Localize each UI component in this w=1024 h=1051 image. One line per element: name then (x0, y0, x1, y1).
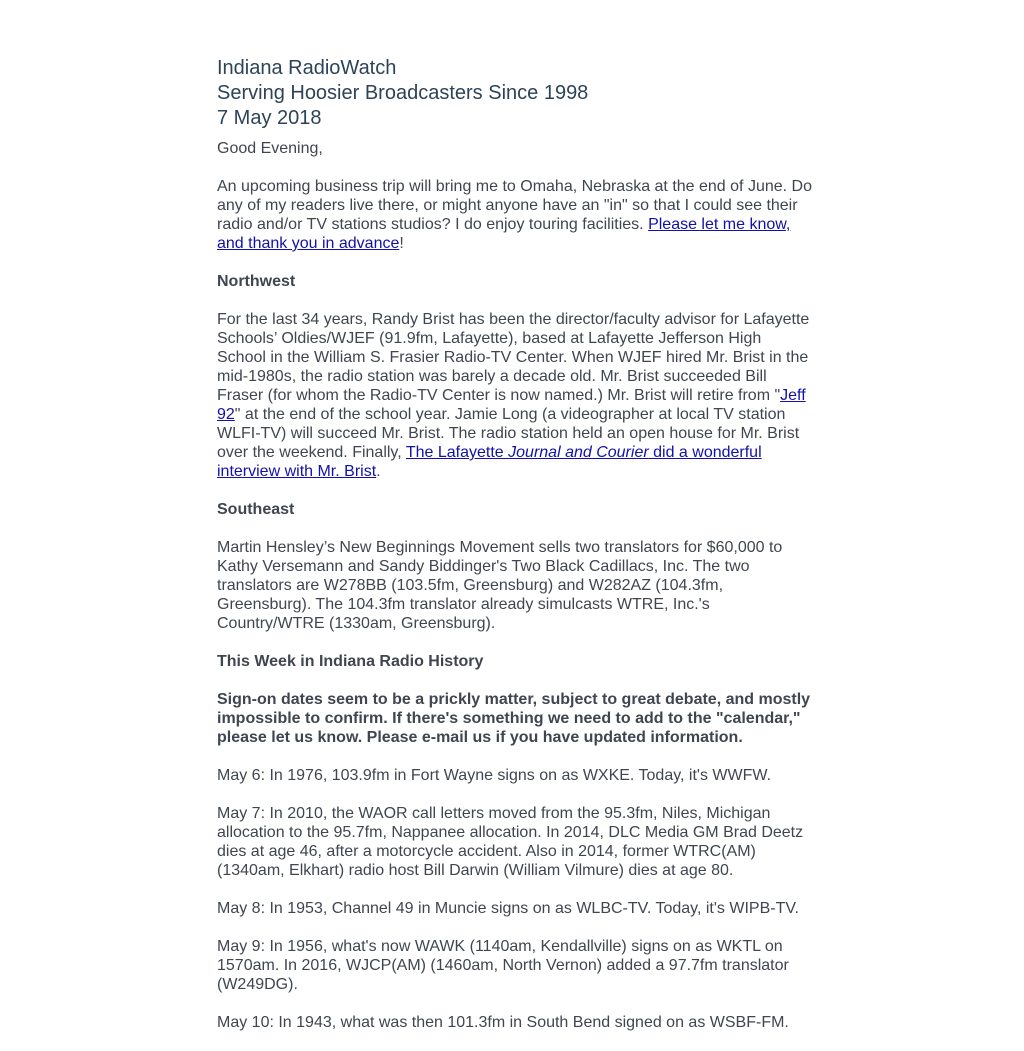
interview-link-publication: Journal and Courier (508, 444, 649, 461)
northwest-text-1: For the last 34 years, Randy Brist has been the director/faculty advisor for Lafayette Schools’ Oldies/WJEF (91.9fm, Lafayette), based at Lafayette Jefferson High School in the William S. Frasier Radio-TV Center. When WJEF hired Mr. Brist in the mid-1980s, the radio station was barely a decade old. Mr. Brist succeeded Bill Fraser (for whom the Radio-TV Center is now named.) Mr. Brist will retire from " (217, 311, 810, 404)
history-notice: Sign-on dates seem to be a prickly matter, subject to great debate, and mostly impossible to confirm. If there's something we need to add to the "calendar," please let us know. Please e-mail us if you have updated information. (217, 691, 811, 746)
issue-date: 7 May 2018 (217, 107, 322, 129)
intro-paragraph (217, 177, 812, 253)
jeff-92-link[interactable]: Jeff 92 (217, 387, 806, 423)
history-entry: May 6: In 1976, 103.9fm in Fort Wayne signs on as WXKE. Today, it's WWFW. (217, 767, 772, 784)
interview-link-part-1: The Lafayette (405, 444, 509, 461)
southeast-paragraph: Martin Hensley’s New Beginnings Movement sells two translators for $60,000 to Kathy Versemann and Sandy Biddinger's Two Black Cadillacs, Inc. The two translators are W278BB (103.5fm, Greensburg) and W282AZ (104.3fm, Greensburg). The 104.3fm translator already simulcasts WTRE, Inc.'s Country/WTRE (1330am, Greensburg). (217, 539, 783, 632)
contact-link[interactable]: Please let me know, and thank you in advance (217, 216, 791, 252)
intro-after: ! (399, 235, 404, 252)
section-heading-history: This Week in Indiana Radio History (217, 653, 484, 670)
history-entry: May 8: In 1953, Channel 49 in Muncie signs on as WLBC-TV. Today, it's WIPB-TV. (217, 900, 799, 917)
history-entry: May 7: In 2010, the WAOR call letters moved from the 95.3fm, Niles, Michigan allocation to the 95.7fm, Nappanee allocation. In 2014, DLC Media GM Brad Deetz dies at age 46, after a motorcycle accident. Also in 2014, former WTRC(AM) (1340am, Elkhart) radio host Bill Darwin (William Vilmure) dies at age 80. (217, 805, 804, 879)
interview-link-part-2: did a wonderful interview with Mr. Brist (217, 444, 762, 480)
newsletter-title: Indiana RadioWatch (217, 57, 397, 79)
intro-text: An upcoming business trip will bring me to Omaha, Nebraska at the end of June. Do any of my readers live there, or might anyone have an "in" so that I could see their radio and/or TV stations studios? I do enjoy touring facilities. (217, 178, 812, 233)
history-entry: May 10: In 1943, what was then 101.3fm in South Bend signed on as WSBF-FM. (217, 1014, 789, 1031)
northwest-text-2: " at the end of the school year. Jamie Long (a videographer at local TV station WLFI-TV) will succeed Mr. Brist. The radio station held an open house for Mr. Brist over the weekend. Finally, (217, 406, 800, 461)
masthead (217, 56, 812, 131)
newsletter-tagline: Serving Hoosier Broadcasters Since 1998 (217, 82, 589, 104)
northwest-after: . (376, 463, 381, 480)
greeting: Good Evening, (217, 140, 323, 157)
history-entry: May 9: In 1956, what's now WAWK (1140am, Kendallville) signs on as WKTL on 1570am. In 2016, WJCP(AM) (1460am, North Vernon) added a 97.7fm translator (W249DG). (217, 938, 789, 993)
northwest-paragraph (217, 310, 812, 481)
section-heading-southeast: Southeast (217, 501, 295, 518)
section-heading-northwest: Northwest (217, 273, 296, 290)
newsletter (217, 56, 812, 1051)
